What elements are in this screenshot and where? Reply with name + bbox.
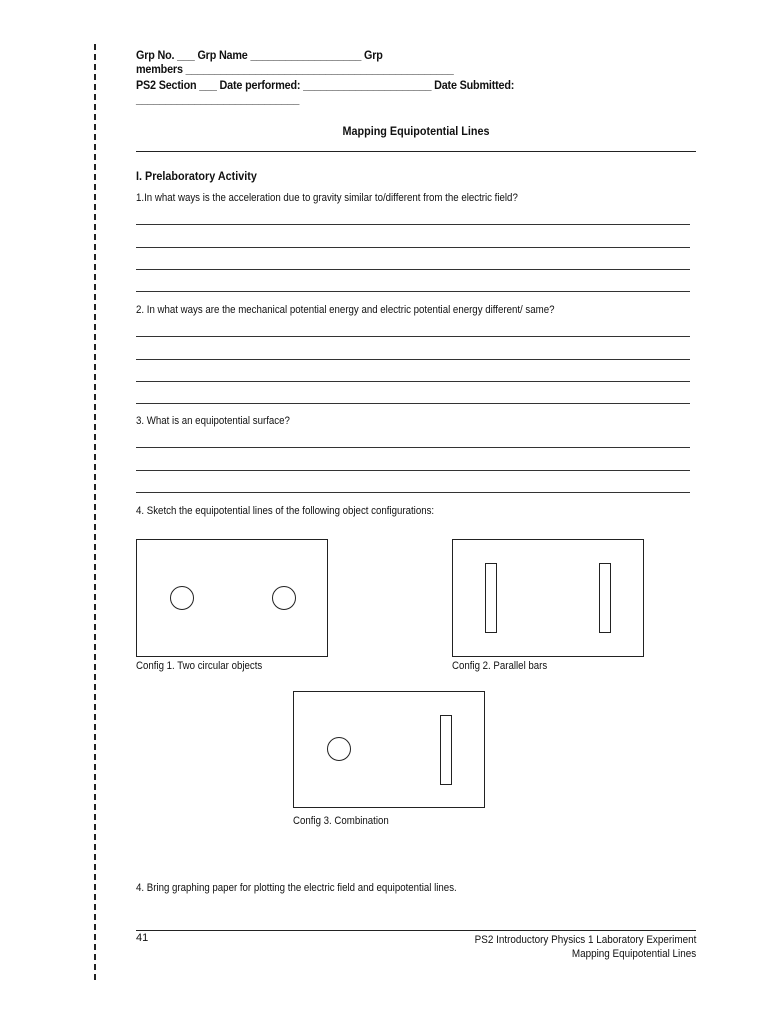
- question-4: 4. Sketch the equipotential lines of the following object configurations:: [136, 505, 435, 517]
- answer-line: [136, 492, 690, 493]
- title-divider: [136, 151, 696, 152]
- question-1: 1.In what ways is the acceleration due to gravity similar to/different from the electric field?: [136, 192, 518, 204]
- config-2-box: [452, 539, 644, 657]
- answer-line: [136, 247, 690, 248]
- header-date-submitted-blank: ____________________________: [136, 92, 300, 106]
- answer-line: [136, 381, 690, 382]
- answer-line: [136, 224, 690, 225]
- question-2: 2. In what ways are the mechanical potential energy and electric potential energy different/ same?: [136, 304, 555, 316]
- final-instruction: 4. Bring graphing paper for plotting the electric field and equipotential lines.: [136, 882, 457, 894]
- circle-object-icon: [272, 586, 296, 610]
- config-3-caption: Config 3. Combination: [293, 815, 389, 827]
- answer-line: [136, 403, 690, 404]
- footer-experiment: Mapping Equipotential Lines: [571, 948, 696, 960]
- header-section-date-line: PS2 Section ___ Date performed: ______________________ Date Submitted:: [136, 78, 515, 92]
- answer-line: [136, 470, 690, 471]
- answer-line: [136, 336, 690, 337]
- answer-line: [136, 447, 690, 448]
- section-heading: I. Prelaboratory Activity: [136, 169, 257, 183]
- question-3: 3. What is an equipotential surface?: [136, 415, 290, 427]
- bar-object-icon: [599, 563, 611, 633]
- config-1-caption: Config 1. Two circular objects: [136, 660, 263, 672]
- bar-object-icon: [440, 715, 452, 785]
- bar-object-icon: [485, 563, 497, 633]
- config-2-caption: Config 2. Parallel bars: [452, 660, 548, 672]
- binding-margin-line: [94, 44, 96, 980]
- answer-line: [136, 269, 690, 270]
- footer-divider: [136, 930, 696, 931]
- answer-line: [136, 291, 690, 292]
- page-number: 41: [136, 932, 149, 944]
- header-members-line: members ______________________________________________: [136, 62, 454, 76]
- answer-line: [136, 359, 690, 360]
- config-3-box: [293, 691, 485, 808]
- config-1-box: [136, 539, 328, 657]
- footer-course: PS2 Introductory Physics 1 Laboratory Experiment: [474, 934, 696, 946]
- page-title: Mapping Equipotential Lines: [342, 124, 490, 138]
- header-group-line: Grp No. ___ Grp Name ___________________ Grp: [136, 48, 383, 62]
- circle-object-icon: [327, 737, 351, 761]
- circle-object-icon: [170, 586, 194, 610]
